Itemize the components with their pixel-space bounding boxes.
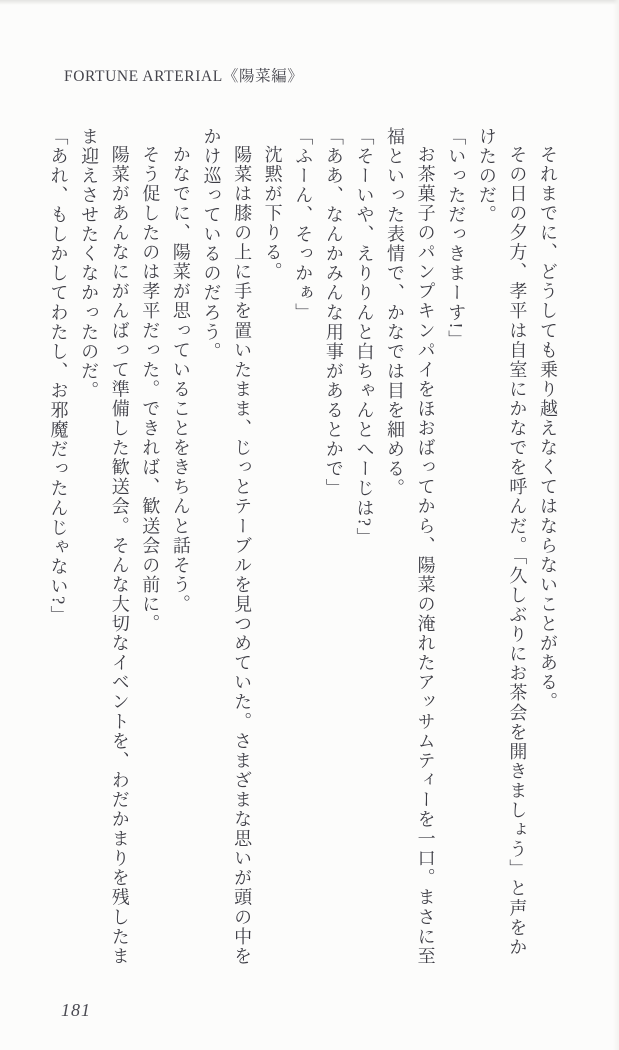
scan-edge-top — [0, 0, 619, 5]
paragraph: 陽菜があんなにがんばって準備した歓送会。そんな大切なイベントを、わだかまりを残したまま迎えさせたくなかったのだ。 — [79, 127, 130, 967]
paragraph: お茶菓子のパンプキンパイをほおばってから、陽菜の淹れたアッサムティーを一口。まさに至福といった表情で、かなでは目を細める。 — [385, 127, 436, 967]
paragraph: 沈黙が下りる。 — [262, 145, 283, 282]
running-header: FORTUNE ARTERIAL《陽菜編》 — [64, 68, 304, 85]
paragraph: そう促したのは孝平だった。できれば、歓送会の前に。 — [140, 145, 161, 634]
paragraph-dialogue: 「そーいや、えりりんと白ちゃんとへーじは?」 — [354, 127, 375, 548]
paragraph: 陽菜は膝の上に手を置いたまま、じっとテーブルを見つめていた。さまざまな思いが頭の中をかけ巡っているのだろう。 — [201, 127, 253, 967]
paragraph-dialogue: 「ふーん、そっかぁ」 — [293, 127, 314, 323]
scan-edge-right — [613, 0, 619, 1050]
paragraph-dialogue: 「ああ、なんかみんな用事があるとかで」 — [323, 127, 344, 499]
page-number: 181 — [61, 1000, 91, 1020]
paragraph: それまでに、どうしても乗り越えなくてはならないことがある。 — [538, 145, 558, 712]
paragraph-dialogue: 「あれ、もしかしてわたし、お邪魔だったんじゃない?」 — [48, 127, 69, 626]
paragraph-dialogue: 「いっただっきまーす!」 — [446, 127, 467, 350]
paragraph: その日の夕方、孝平は自室にかなでを呼んだ。「久しぶりにお茶会を開きましょう」と声をかけたのだ。 — [476, 127, 528, 958]
paragraph: かなでに、陽菜が思っていることをきちんと話そう。 — [170, 145, 191, 615]
body-text — [37, 127, 563, 973]
